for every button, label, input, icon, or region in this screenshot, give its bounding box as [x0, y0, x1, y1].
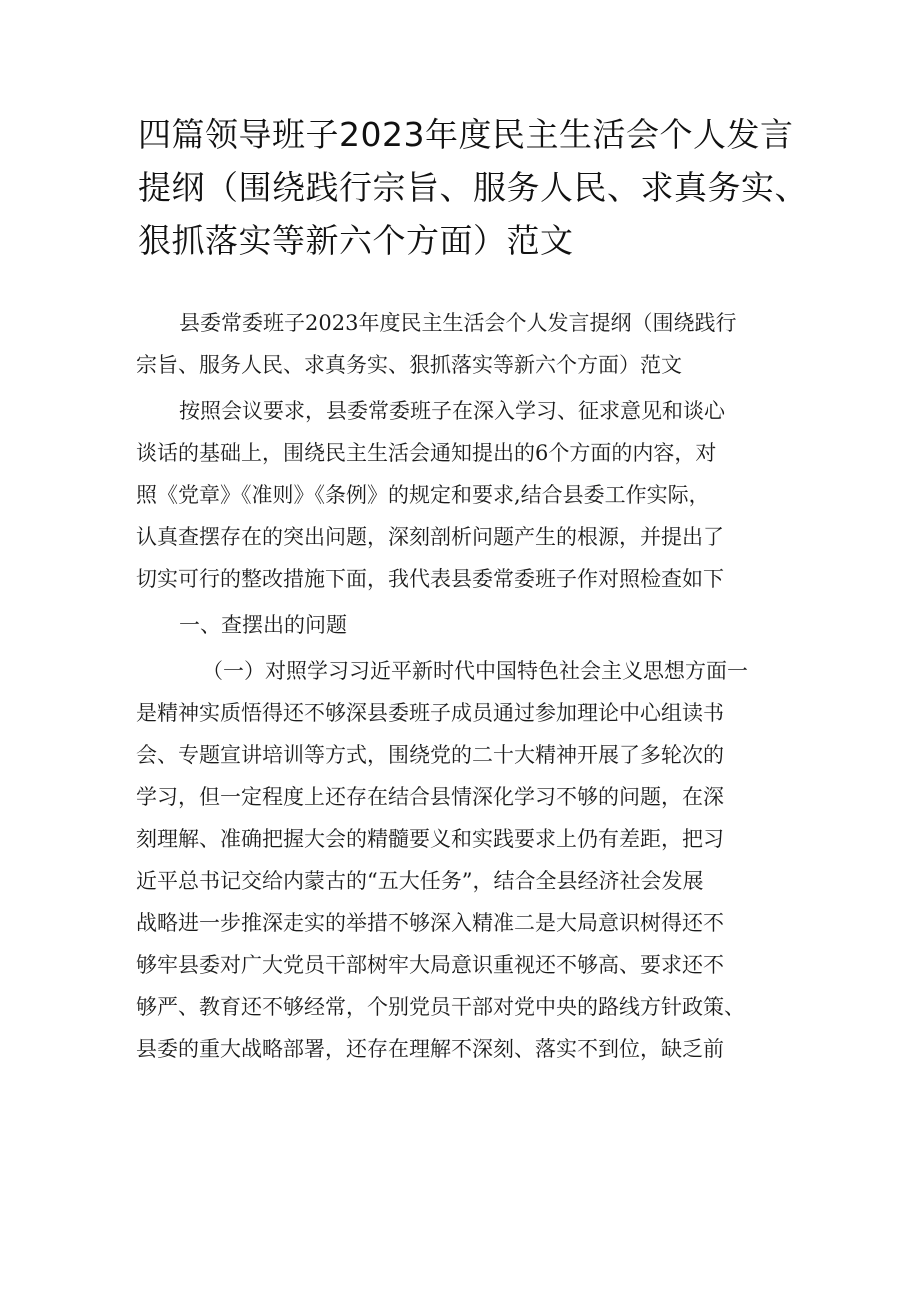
text-line: 学习，但一定程度上还存在结合县情深化学习不够的问题，在深 — [136, 785, 724, 809]
text-line: 够严、教育还不够经常，个别党员干部对党中央的路线方针政策、 — [136, 995, 745, 1019]
text-line: 县委常委班子2023年度民主生活会个人发言提纲（围绕践行 — [179, 311, 737, 335]
text-line: 认真查摆存在的突出问题，深刻剖析问题产生的根源，并提出了 — [136, 525, 724, 549]
section-paragraph — [136, 650, 796, 1070]
text-line: 战略进一步推深走实的举措不够深入精准二是大局意识树得还不 — [136, 911, 724, 935]
text-line: 谈话的基础上，围绕民主生活会通知提出的6个方面的内容，对 — [136, 441, 717, 465]
text-line: （一）对照学习习近平新时代中国特色社会主义思想方面一 — [202, 659, 748, 683]
section-heading — [136, 604, 796, 646]
subtitle-paragraph — [136, 302, 796, 386]
text-line: 照《党章》《准则》《条例》的规定和要求,结合县委工作实际， — [136, 483, 710, 507]
section-heading-text: 一、查摆出的问题 — [179, 613, 347, 637]
text-line: 会、专题宣讲培训等方式，围绕党的二十大精神开展了多轮次的 — [136, 743, 724, 767]
intro-paragraph — [136, 390, 796, 600]
text-line: 宗旨、服务人民、求真务实、狠抓落实等新六个方面）范文 — [136, 353, 682, 377]
text-line: 近平总书记交给内蒙古的“五大任务”，结合全县经济社会发展 — [136, 869, 704, 893]
title-line: 提纲（围绕践行宗旨、服务人民、求真务实、 — [138, 168, 808, 207]
text-line: 切实可行的整改措施下面，我代表县委常委班子作对照检查如下 — [136, 567, 724, 591]
title-line: 狠抓落实等新六个方面）范文 — [138, 221, 574, 260]
document-body — [136, 302, 796, 1074]
title-line: 四篇领导班子2023年度民主生活会个人发言 — [138, 115, 794, 154]
document-title — [138, 108, 808, 267]
text-line: 县委的重大战略部署，还存在理解不深刻、落实不到位，缺乏前 — [136, 1037, 724, 1061]
text-line: 是精神实质悟得还不够深县委班子成员通过参加理论中心组读书 — [136, 701, 724, 725]
text-line: 刻理解、准确把握大会的精髓要义和实践要求上仍有差距，把习 — [136, 827, 724, 851]
text-line: 够牢县委对广大党员干部树牢大局意识重视还不够高、要求还不 — [136, 953, 724, 977]
text-line: 按照会议要求，县委常委班子在深入学习、征求意见和谈心 — [179, 399, 725, 423]
